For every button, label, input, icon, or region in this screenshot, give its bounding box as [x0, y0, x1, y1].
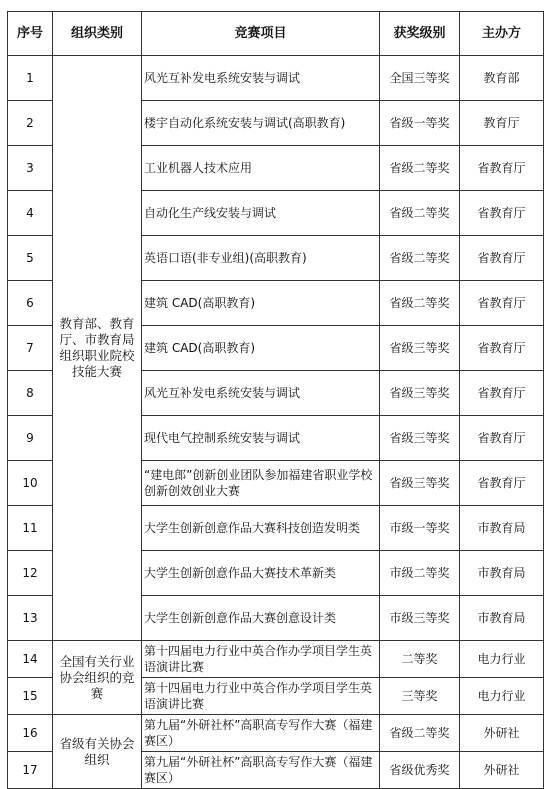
row-index: 6 [8, 281, 53, 326]
header-category: 组织类别 [53, 12, 142, 56]
row-index: 12 [8, 551, 53, 596]
award-level: 二等奖 [380, 641, 460, 678]
header-row [8, 12, 544, 56]
row-index: 9 [8, 416, 53, 461]
organizer: 省教育厅 [460, 191, 544, 236]
table-row [8, 641, 544, 678]
competition-name: 风光互补发电系统安装与调试 [142, 56, 380, 101]
header-name: 竞赛项目 [142, 12, 380, 56]
award-level: 省级二等奖 [380, 146, 460, 191]
competition-name: 大学生创新创意作品大赛创意设计类 [142, 596, 380, 641]
row-index: 2 [8, 101, 53, 146]
row-index: 4 [8, 191, 53, 236]
competition-name: 第十四届电力行业中英合作办学项目学生英语演讲比赛 [142, 641, 380, 678]
award-level: 市级一等奖 [380, 506, 460, 551]
organizer: 省教育厅 [460, 146, 544, 191]
award-level: 省级三等奖 [380, 371, 460, 416]
competition-name: 工业机器人技术应用 [142, 146, 380, 191]
awards-table-container [7, 11, 544, 789]
competition-name: 风光互补发电系统安装与调试 [142, 371, 380, 416]
organizer: 省教育厅 [460, 236, 544, 281]
awards-table [7, 11, 544, 789]
row-index: 17 [8, 752, 53, 789]
organizer: 省教育厅 [460, 371, 544, 416]
organizer: 市教育局 [460, 596, 544, 641]
competition-name: 建筑 CAD(高职教育) [142, 326, 380, 371]
organizer: 市教育局 [460, 551, 544, 596]
award-level: 省级三等奖 [380, 326, 460, 371]
row-index: 7 [8, 326, 53, 371]
row-index: 1 [8, 56, 53, 101]
award-level: 省级优秀奖 [380, 752, 460, 789]
competition-name: 大学生创新创意作品大赛技术革新类 [142, 551, 380, 596]
row-index: 13 [8, 596, 53, 641]
row-index: 8 [8, 371, 53, 416]
award-level: 省级三等奖 [380, 461, 460, 506]
table-row [8, 715, 544, 752]
award-level: 省级二等奖 [380, 191, 460, 236]
organizer: 教育厅 [460, 101, 544, 146]
competition-name: 楼宇自动化系统安装与调试(高职教育) [142, 101, 380, 146]
row-index: 14 [8, 641, 53, 678]
competition-name: 第九届“外研社杯”高职高专写作大赛（福建赛区） [142, 715, 380, 752]
award-level: 三等奖 [380, 678, 460, 715]
organizer: 市教育局 [460, 506, 544, 551]
award-level: 全国三等奖 [380, 56, 460, 101]
organizer: 省教育厅 [460, 461, 544, 506]
award-level: 市级三等奖 [380, 596, 460, 641]
organizer: 电力行业 [460, 678, 544, 715]
award-level: 省级二等奖 [380, 281, 460, 326]
category-cell: 全国有关行业协会组织的竞赛 [53, 641, 142, 715]
row-index: 10 [8, 461, 53, 506]
competition-name: 英语口语(非专业组)(高职教育) [142, 236, 380, 281]
organizer: 外研社 [460, 752, 544, 789]
award-level: 省级一等奖 [380, 101, 460, 146]
table-row [8, 56, 544, 101]
award-level: 省级三等奖 [380, 416, 460, 461]
competition-name: 自动化生产线安装与调试 [142, 191, 380, 236]
competition-name: 第九届“外研社杯”高职高专写作大赛（福建赛区） [142, 752, 380, 789]
header-level: 获奖级别 [380, 12, 460, 56]
organizer: 电力行业 [460, 641, 544, 678]
organizer: 省教育厅 [460, 281, 544, 326]
competition-name: 大学生创新创意作品大赛科技创造发明类 [142, 506, 380, 551]
competition-name: 建筑 CAD(高职教育) [142, 281, 380, 326]
row-index: 5 [8, 236, 53, 281]
organizer: 外研社 [460, 715, 544, 752]
competition-name: “建电郎”创新创业团队参加福建省职业学校创新创效创业大赛 [142, 461, 380, 506]
organizer: 省教育厅 [460, 326, 544, 371]
award-level: 市级二等奖 [380, 551, 460, 596]
organizer: 省教育厅 [460, 416, 544, 461]
row-index: 3 [8, 146, 53, 191]
header-index: 序号 [8, 12, 53, 56]
competition-name: 第十四届电力行业中英合作办学项目学生英语演讲比赛 [142, 678, 380, 715]
row-index: 16 [8, 715, 53, 752]
row-index: 11 [8, 506, 53, 551]
award-level: 省级二等奖 [380, 715, 460, 752]
category-cell: 省级有关协会组织 [53, 715, 142, 789]
award-level: 省级二等奖 [380, 236, 460, 281]
row-index: 15 [8, 678, 53, 715]
category-cell: 教育部、教育厅、市教育局组织职业院校技能大赛 [53, 56, 142, 641]
competition-name: 现代电气控制系统安装与调试 [142, 416, 380, 461]
organizer: 教育部 [460, 56, 544, 101]
header-organizer: 主办方 [460, 12, 544, 56]
